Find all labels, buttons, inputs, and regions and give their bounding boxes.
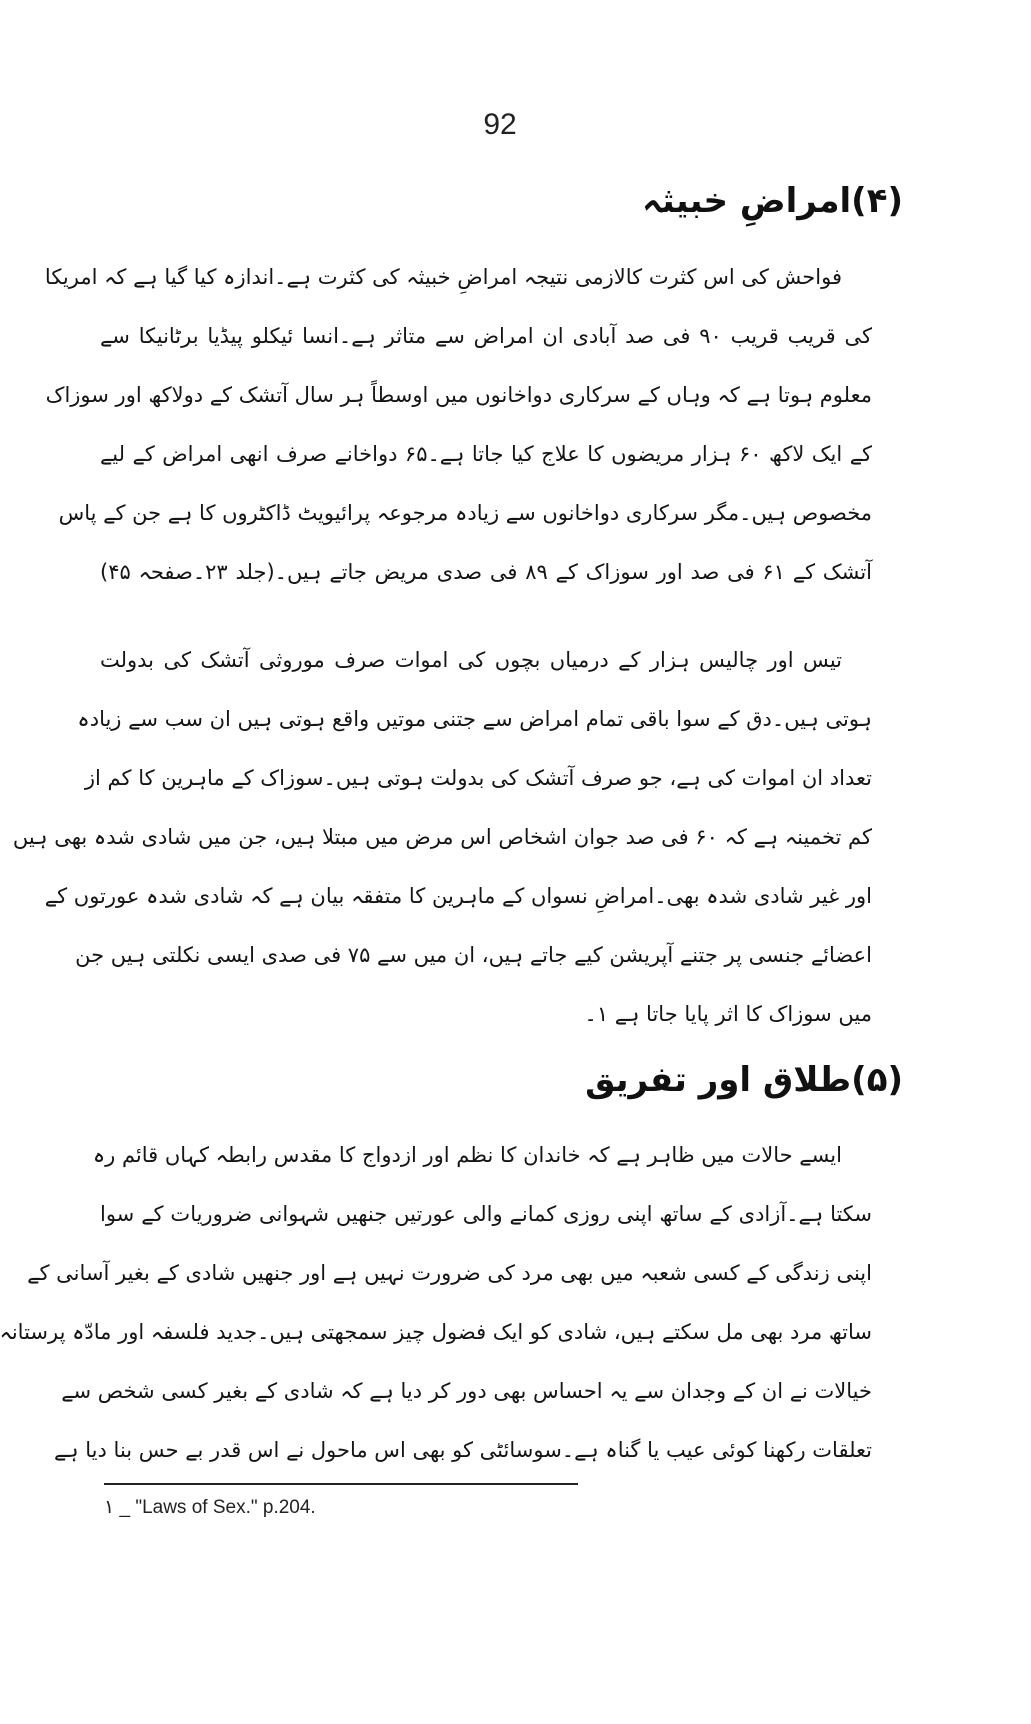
page-number: 92 <box>483 108 517 141</box>
section-heading-diseases: (۴)امراضِ خبیثہ <box>642 181 903 221</box>
text-line: ساتھ مرد بھی مل سکتے ہیں، شادی کو ایک فضول چیز سمجھتی ہیں۔جدید فلسفہ اور مادّہ پرستانہ <box>0 1320 872 1344</box>
text-line: اپنی زندگی کے کسی شعبہ میں بھی مرد کی ضرورت نہیں ہے اور جنھیں شادی کے بغیر آسانی کے <box>27 1261 872 1285</box>
text-line: اور غیر شادی شدہ بھی۔امراضِ نسواں کے ماہرین کا متفقہ بیان ہے کہ شادی شدہ عورتوں کے <box>44 884 872 908</box>
paragraph-diseases-statistics <box>44 248 872 602</box>
text-line: اعضائے جنسی پر جتنے آپریشن کیے جاتے ہیں، ان میں سے ۷۵ فی صدی ایسی نکلتی ہیں جن <box>75 943 872 967</box>
text-line: ایسے حالات میں ظاہر ہے کہ خاندان کا نظم اور ازدواج کا مقدس رابطہ کہاں قائم رہ <box>92 1143 842 1167</box>
text-line: میں سوزاک کا اثر پایا جاتا ہے ۱۔ <box>584 1002 872 1026</box>
text-line: معلوم ہوتا ہے کہ وہاں کے سرکاری دواخانوں میں اوسطاً ہر سال آتشک کے دولاکھ اور سوزاک <box>45 383 872 407</box>
paragraph-child-mortality <box>12 631 872 1044</box>
text-line: فواحش کی اس کثرت کالازمی نتیجہ امراضِ خبیثہ کی کثرت ہے۔اندازہ کیا گیا ہے کہ امریکا <box>44 265 842 289</box>
footnote-divider <box>104 1483 578 1485</box>
text-line: آتشک کے ۶۱ فی صد اور سوزاک کے ۸۹ فی صدی مریض جاتے ہیں۔(جلد ۲۳۔صفحہ ۴۵) <box>100 560 872 584</box>
text-line: تعداد ان اموات کی ہے، جو صرف آتشک کی بدولت ہوتی ہیں۔سوزاک کے ماہرین کا کم از <box>84 766 872 790</box>
text-line: تیس اور چالیس ہزار کے درمیاں بچوں کی اموات صرف موروثی آتشک کی بدولت <box>100 648 842 672</box>
paragraph-divorce <box>0 1126 872 1480</box>
text-line: خیالات نے ان کے وجدان سے یہ احساس بھی دور کر دیا ہے کہ شادی کے بغیر کسی شخص سے <box>61 1379 872 1403</box>
text-line: مخصوص ہیں۔مگر سرکاری دواخانوں سے زیادہ مرجوعہ پرائیویٹ ڈاکٹروں کا ہے جن کے پاس <box>58 501 872 525</box>
footnote: ۱ _ "Laws of Sex." p.204. <box>104 1497 316 1518</box>
text-line: ہوتی ہیں۔دق کے سوا باقی تمام امراض سے جتنی موتیں واقع ہوتی ہیں ان سب سے زیادہ <box>77 707 872 731</box>
text-line: کی قریب قریب ۹۰ فی صد آبادی ان امراض سے متاثر ہے۔انسا ئیکلو پیڈیا برٹانیکا سے <box>100 324 872 348</box>
text-line: سکتا ہے۔آزادی کے ساتھ اپنی روزی کمانے والی عورتیں جنھیں شہوانی ضروریات کے سوا <box>100 1202 872 1226</box>
text-line: تعلقات رکھنا کوئی عیب یا گناہ ہے۔سوسائٹی کو بھی اس ماحول نے اس قدر بے حس بنا دیا ہے <box>53 1438 872 1462</box>
text-line: کم تخمینہ ہے کہ ۶۰ فی صد جوان اشخاص اس مرض میں مبتلا ہیں، جن میں شادی شدہ بھی ہیں <box>12 825 872 849</box>
section-heading-divorce: (۵)طلاق اور تفریق <box>585 1060 903 1100</box>
text-line: کے ایک لاکھ ۶۰ ہزار مریضوں کا علاج کیا جاتا ہے۔۶۵ دواخانے صرف انھی امراض کے لیے <box>100 442 872 466</box>
